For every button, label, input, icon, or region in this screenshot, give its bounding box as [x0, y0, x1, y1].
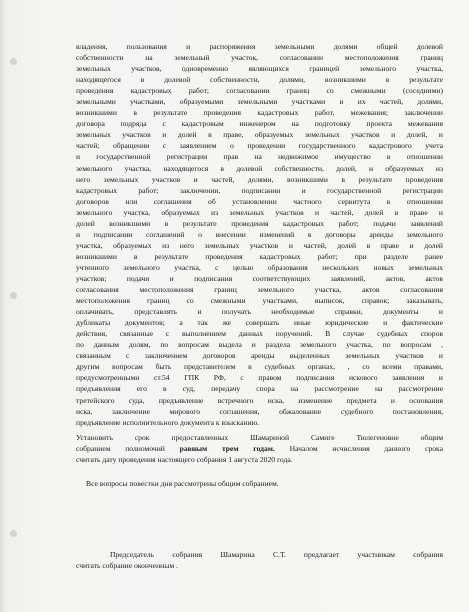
- deadline-term-bold: равным трем годам.: [179, 444, 275, 454]
- deadline-line-2: [76, 443, 443, 454]
- text-line: дубликаты документов; а так же совершать иные юридические и фактические: [76, 318, 443, 328]
- text-line: предъявление исполнительного документа к взысканию.: [76, 417, 260, 427]
- text-line: возникшими в результате проведения кадастровых работ; при разделе ранее: [76, 251, 443, 261]
- text-line: проведения кадастровых работ; согласовании границ со смежными (соседними): [76, 86, 443, 96]
- text-line: и подписании соглашений о внесении изменений в договоры аренды земельного: [76, 229, 443, 239]
- text-line: договоров или соглашения об установлении частного сервитута в отношении: [76, 196, 443, 206]
- text-line: по данным долям, по вопросам выдела и раздела земельного участка, по вопросам ,: [76, 340, 443, 350]
- deadline-line-2-end: Началом исчисления данного срока: [274, 444, 444, 454]
- text-line: иска, заключение мирового соглашения, обжалование судебного постановления,: [76, 406, 443, 416]
- text-line: владения, пользования и распоряжения земельными долями общей долевой: [76, 42, 443, 51]
- closing-line-1: Председатель собрания Шамарина С.Т. предлагает участникам собрания: [110, 550, 443, 559]
- text-line: земельного участка, находящегося в долевой собственности, долей, и образуемых из: [76, 163, 443, 173]
- agenda-line: Все вопросы повестки дня рассмотрены общим собранием.: [86, 479, 279, 488]
- text-line: связанным с заключением договоров аренды выделенных земельных участков и: [76, 351, 443, 361]
- text-line: действия, связанные с выполнением данных поручений. В случае судебных споров: [76, 329, 443, 339]
- text-line: предусмотренными ст.54 ГПК РФ, с правом подписания искового заявления и: [76, 373, 443, 383]
- text-line: согласования местоположения границ земельного участка, актов согласования: [76, 285, 443, 295]
- powers-paragraph: [76, 41, 443, 428]
- text-line: собственности на земельный участок, согласовании местоположения границ: [76, 53, 443, 63]
- text-line: кадастровых работ; заключении, подписании и государственной регистрации: [76, 185, 443, 195]
- text-line: участков; подачи и подписания соответствующих заявлений, актов, актов: [76, 273, 443, 283]
- deadline-line-2-start: собранием полномочий: [76, 444, 180, 454]
- text-line: участка, образуемых из него земельных участков и частей, долей в праве и долей: [76, 240, 443, 250]
- binding-hole: [10, 530, 17, 537]
- text-line: частей; обращении с заявлением о проведении государственного кадастрового учета: [76, 141, 443, 151]
- binding-edge: [0, 0, 22, 612]
- text-line: третейского суда, предъявление встречного иска, изменение предмета и основания: [76, 395, 443, 405]
- closing-paragraph: [76, 549, 443, 571]
- deadline-paragraph: [76, 432, 443, 465]
- text-line: другим вопросам быть представителем в судебных органах, , со всеми правами,: [76, 362, 443, 372]
- closing-line-2: считать собрание оконченным .: [76, 561, 178, 571]
- deadline-line-3: считать дату проведения настоящего собрания 1 августа 2020 года.: [76, 455, 293, 465]
- text-line: возникшими в результате проведения кадастровых работ, межевания; заключении: [76, 108, 443, 118]
- deadline-line-1: Установить срок предоставленных Шамариной Самиге Тюлегеновне общим: [76, 433, 443, 442]
- binding-hole: [10, 58, 17, 65]
- agenda-paragraph: [76, 478, 443, 489]
- text-line: и государственной регистрации прав на недвижимое имущество в отношении: [76, 152, 443, 162]
- text-line: местоположения границ со смежными участками, выписок, справок; заказывать,: [76, 296, 443, 306]
- binding-hole: [10, 292, 17, 299]
- text-line: находящегося в долевой собственности, долями, возникшими в результате: [76, 75, 443, 85]
- text-line: земельными участками, образуемыми земельными участками и их частей, долями,: [76, 97, 443, 107]
- text-line: земельного участка, образуемых из земельных участков и частей, долей в праве и: [76, 207, 443, 217]
- text-line: земельных участков, одновременно являющихся границей земельного участка,: [76, 64, 443, 74]
- text-line: долей возникшими в результате проведения кадастровых работ; подачи заявлений: [76, 218, 443, 228]
- text-line: учтенного земельного участка, с целью образования нескольких новых земельных: [76, 262, 443, 272]
- text-line: договора подряда с кадастровым инженером на подготовку проекта межевания: [76, 119, 443, 129]
- text-line: предъявления его в суд, передачу спора на рассмотрение на рассмотрение: [76, 384, 443, 394]
- text-line: него земельных участков и частей, долями, возникшими в результате проведения: [76, 174, 443, 184]
- text-line: земельных участков и долей в праве, образуемых земельных участков и долей, и: [76, 130, 443, 140]
- text-line: оплачивать, представлять и получать необходимые справки, документы и: [76, 307, 443, 317]
